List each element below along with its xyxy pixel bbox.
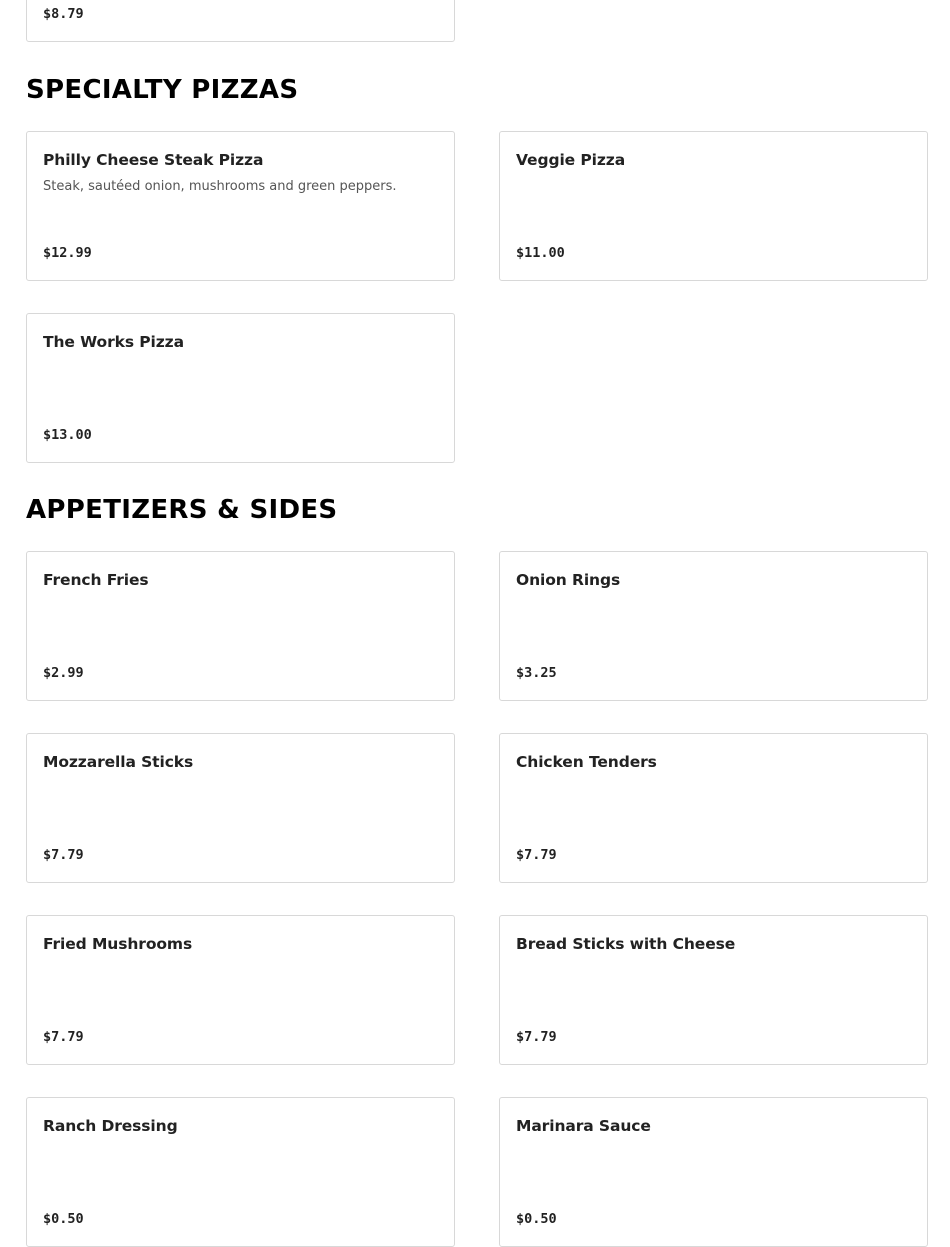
menu-item-card[interactable] [26, 313, 455, 463]
item-name: Veggie Pizza [516, 151, 626, 169]
item-price: $13.00 [43, 427, 92, 443]
item-name: French Fries [43, 571, 149, 589]
menu-item-card[interactable] [26, 915, 455, 1065]
item-price: $3.25 [516, 665, 557, 681]
item-name: Ranch Dressing [43, 1117, 178, 1135]
menu-item-card[interactable] [26, 551, 455, 701]
item-price: $7.79 [516, 1029, 557, 1045]
item-description: Steak, sautéed onion, mushrooms and green peppers. [43, 179, 397, 194]
menu-item-card[interactable] [26, 733, 455, 883]
item-name: Bread Sticks with Cheese [516, 935, 736, 953]
menu-item-card[interactable] [499, 131, 928, 281]
item-price: $7.79 [43, 1029, 84, 1045]
item-name: The Works Pizza [43, 333, 184, 351]
menu-item-card[interactable] [499, 915, 928, 1065]
section-title-specialty-pizzas: SPECIALTY PIZZAS [26, 75, 299, 105]
item-price: $0.50 [516, 1211, 557, 1227]
item-name: Onion Rings [516, 571, 621, 589]
menu-item-card[interactable] [499, 733, 928, 883]
item-price: $7.79 [43, 847, 84, 863]
menu-item-card[interactable] [26, 1097, 455, 1247]
item-price: $2.99 [43, 665, 84, 681]
item-price: $8.79 [43, 6, 84, 22]
item-price: $7.79 [516, 847, 557, 863]
item-name: Chicken Tenders [516, 753, 657, 771]
item-price: $0.50 [43, 1211, 84, 1227]
item-name: Philly Cheese Steak Pizza [43, 151, 264, 169]
item-name: Fried Mushrooms [43, 935, 193, 953]
section-title-appetizers-sides: APPETIZERS & SIDES [26, 495, 338, 525]
item-name: Marinara Sauce [516, 1117, 651, 1135]
item-price: $11.00 [516, 245, 565, 261]
item-name: Mozzarella Sticks [43, 753, 194, 771]
menu-item-card[interactable] [499, 551, 928, 701]
menu-item-card[interactable] [499, 1097, 928, 1247]
menu-item-card[interactable] [26, 131, 455, 281]
item-price: $12.99 [43, 245, 92, 261]
menu-item-card[interactable] [26, 0, 455, 42]
